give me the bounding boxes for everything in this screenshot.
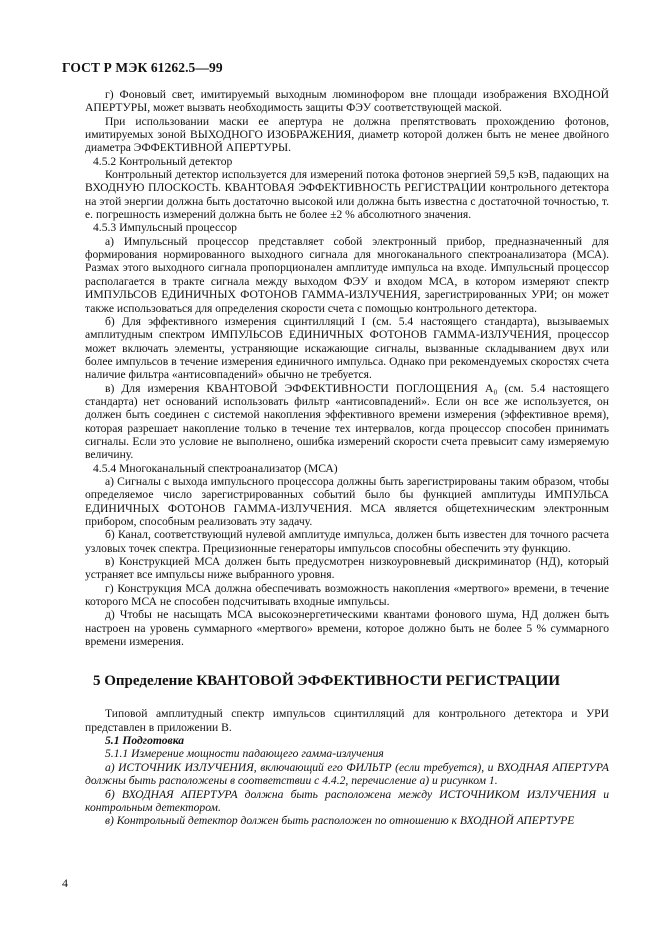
paragraph: д) Чтобы не насыщать МСА высокоэнергетическими квантами фонового шума, НД должен быть настроен на уровень суммарного «мертвого» времени, которое должно быть не более 5 % суммарного времени измерения.: [85, 608, 609, 649]
paragraph: 4.5.2 Контрольный детектор: [93, 154, 233, 168]
paragraph: Контрольный детектор используется для измерений потока фотонов энергией 59,5 кэВ, падающих на ВХОДНУЮ ПЛОСКОСТЬ. КВАНТОВАЯ ЭФФЕКТИВНОСТЬ РЕГИСТРАЦИИ контрольного детектора на этой энергии должна быть достаточно высокой или должна быть известна с достаточной точностью, т. е. погрешность измерений должна быть не более ±2 % абсолютного значения.: [85, 168, 609, 222]
paragraph: 4.5.3 Импульсный процессор: [93, 221, 237, 235]
document-header: ГОСТ Р МЭК 61262.5—99: [62, 60, 223, 75]
page-number: 4: [62, 876, 68, 890]
section-heading: 5 Определение КВАНТОВОЙ ЭФФЕКТИВНОСТИ РЕГИСТРАЦИИ: [93, 673, 561, 690]
paragraph: 5.1 Подготовка: [105, 734, 185, 748]
paragraph: в) Конструкцией МСА должен быть предусмотрен низкоуровневый дискриминатор (НД), который устраняет все импульсы ниже выбранного уровня.: [85, 555, 609, 582]
paragraph: а) ИСТОЧНИК ИЗЛУЧЕНИЯ, включающий его ФИЛЬТР (если требуется), и ВХОДНАЯ АПЕРТУРА должны быть расположены в соответствии с 4.4.2, перечисление а) и рисунком 1.: [85, 760, 609, 788]
paragraph: 4.5.4 Многоканальный спектроанализатор (МСА): [93, 461, 338, 475]
paragraph: а) Сигналы с выхода импульсного процессора должны быть зарегистрированы таким образом, чтобы определяемое число зарегистрированных событий было бы функцией амплитуды ИМПУЛЬСА ЕДИНИЧНЫХ ФОТОНОВ ГАММА-ИЗЛУЧЕНИЯ. МСА является общетехническим электронным прибором, способным реализовать эту задачу.: [85, 474, 609, 528]
document-body: [85, 88, 609, 828]
paragraph: в) Контрольный детектор должен быть расположен по отношению к ВХОДНОЙ АПЕРТУРЕ: [105, 814, 575, 828]
paragraph: в) Для измерения КВАНТОВОЙ ЭФФЕКТИВНОСТИ ПОГЛОЩЕНИЯ A₀ (см. 5.4 настоящего стандарта) нет оснований использовать фильтр «антисовпадений». Если он все же используется, он должен быть соединен с системой накопления эффективного времени измерения (эффективное время), которая разрешает накопление только в течение тех интервалов, когда процессор способен принимать сигналы. Если это условие не выполнено, ошибка измерений скорости счета превысит саму измеряемую величину.: [85, 381, 609, 462]
paragraph: г) Фоновый свет, имитируемый выходным люминофором вне площади изображения ВХОДНОЙ АПЕРТУРЫ, может вызвать необходимость защиты ФЭУ соответствующей маской.: [85, 88, 609, 115]
paragraph: а) Импульсный процессор представляет собой электронный прибор, предназначенный для формирования нормированного выходного сигнала для многоканального спектроанализатора (МСА). Размах этого выходного сигнала пропорционален амплитуде импульса на входе. Импульсный процессор располагается в тракте сигнала между выходом ФЭУ и входом МСА, в котором измеряют спектр ИМПУЛЬСОВ ЕДИНИЧНЫХ ФОТОНОВ ГАММА-ИЗЛУЧЕНИЯ, зарегистрированных УРИ; он может также использоваться для определения скорости счета с помощью контрольного детектора.: [85, 234, 609, 315]
paragraph: 5.1.1 Измерение мощности падающего гамма-излучения: [105, 747, 384, 761]
paragraph: б) Канал, соответствующий нулевой амплитуде импульса, должен быть известен для точного расчета узловых точек спектра. Прецизионные генераторы импульсов способны обеспечить эту функцию.: [85, 528, 609, 555]
paragraph: При использовании маски ее апертура не должна препятствовать прохождению фотонов, имитируемых зоной ВЫХОДНОГО ИЗОБРАЖЕНИЯ, диаметр которой должен быть не менее двойного диаметра ЭФФЕКТИВНОЙ АПЕРТУРЫ.: [85, 114, 609, 155]
paragraph: Типовой амплитудный спектр импульсов сцинтилляций для контрольного детектора и УРИ представлен в приложении В.: [85, 707, 609, 734]
paragraph: г) Конструкция МСА должна обеспечивать возможность накопления «мертвого» времени, в течение которого МСА не способен подсчитывать входные импульсы.: [85, 581, 609, 609]
paragraph: б) ВХОДНАЯ АПЕРТУРА должна быть расположена между ИСТОЧНИКОМ ИЗЛУЧЕНИЯ и контрольным детектором.: [85, 787, 609, 814]
paragraph: б) Для эффективного измерения сцинтилляций I (см. 5.4 настоящего стандарта), вызываемых амплитудным спектром ИМПУЛЬСОВ ЕДИНИЧНЫХ ФОТОНОВ ГАММА-ИЗЛУЧЕНИЯ, процессор может включать элементы, устраняющие искажающие сигналы, вызванные складыванием двух или более импульсов в течение измерения единичного импульса. Однако при рекомендуемых скоростях счета наличие фильтра «антисовпадений» обычно не требуется.: [85, 314, 609, 382]
